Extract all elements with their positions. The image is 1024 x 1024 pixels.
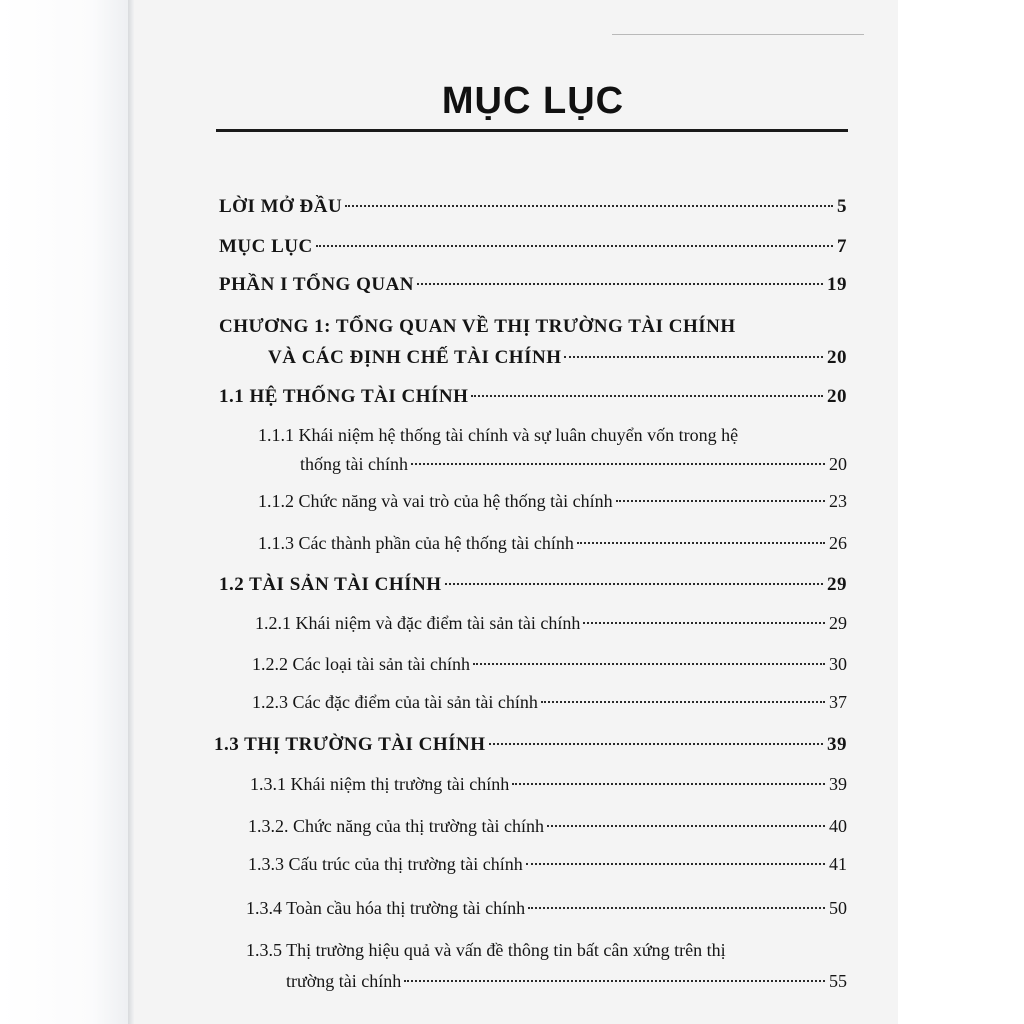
- toc-leader-dots: [512, 783, 825, 785]
- toc-label: 1.1.3 Các thành phần của hệ thống tài chính: [258, 533, 574, 553]
- toc-entry-1-2-3: [252, 692, 847, 713]
- toc-entry-1-1-2: [258, 491, 847, 512]
- toc-page-number: 5: [837, 196, 847, 217]
- toc-page-number: 20: [829, 454, 847, 474]
- toc-entry-1-3: [214, 734, 847, 756]
- toc-entry-1-3-5: [286, 971, 847, 992]
- toc-entry-chuong-1: [268, 347, 847, 369]
- toc-1-1-1-line1: 1.1.1 Khái niệm hệ thống tài chính và sự luân chuyển vốn trong hệ: [258, 425, 739, 445]
- toc-entry-1-2: [219, 574, 847, 596]
- toc-label: 1.2 TÀI SẢN TÀI CHÍNH: [219, 574, 442, 595]
- toc-page-number: 39: [827, 734, 847, 755]
- toc-label: 1.3.2. Chức năng của thị trường tài chính: [248, 816, 544, 836]
- toc-label: 1.2.1 Khái niệm và đặc điểm tài sản tài chính: [255, 613, 581, 633]
- toc-1-3-5-line1: 1.3.5 Thị trường hiệu quả và vấn đề thông tin bất cân xứng trên thị: [246, 940, 726, 960]
- toc-page-number: 20: [827, 347, 847, 368]
- toc-page-number: 19: [827, 274, 847, 295]
- toc-entry-1-3-2: [248, 816, 847, 837]
- toc-chuong-1-line1: CHƯƠNG 1: TỔNG QUAN VỀ THỊ TRƯỜNG TÀI CHÍNH: [219, 316, 736, 337]
- toc-leader-dots: [473, 663, 825, 665]
- toc-page-number: 26: [829, 533, 847, 553]
- toc-leader-dots: [526, 863, 825, 865]
- toc-leader-dots: [417, 283, 823, 285]
- toc-leader-dots: [489, 743, 823, 745]
- toc-entry-loi-mo-dau: [219, 196, 847, 218]
- toc-label: VÀ CÁC ĐỊNH CHẾ TÀI CHÍNH: [268, 347, 562, 368]
- toc-leader-dots: [404, 980, 825, 982]
- toc-leader-dots: [345, 205, 833, 207]
- toc-page-number: 20: [827, 386, 847, 407]
- toc-leader-dots: [411, 463, 825, 465]
- toc-label: MỤC LỤC: [219, 236, 313, 257]
- toc-label: 1.2.2 Các loại tài sản tài chính: [252, 654, 470, 674]
- toc-entry-1-2-2: [252, 654, 847, 675]
- toc-entry-1-1-1: [300, 454, 847, 475]
- toc-leader-dots: [471, 395, 823, 397]
- toc-label: 1.3.1 Khái niệm thị trường tài chính: [250, 774, 510, 794]
- toc-leader-dots: [445, 583, 823, 585]
- toc-label: 1.1.2 Chức năng và vai trò của hệ thống tài chính: [258, 491, 613, 511]
- toc-leader-dots: [616, 500, 825, 502]
- toc-leader-dots: [541, 701, 825, 703]
- toc-page-number: 29: [827, 574, 847, 595]
- toc-entry-1-1: [219, 386, 847, 408]
- toc-leader-dots: [316, 245, 833, 247]
- toc-entry-1-3-3: [248, 854, 847, 875]
- toc-label: 1.3 THỊ TRƯỜNG TÀI CHÍNH: [214, 734, 486, 755]
- toc-entry-1-2-1: [255, 613, 847, 634]
- toc-entry-1-3-1: [250, 774, 847, 795]
- toc-page-number: 40: [829, 816, 847, 836]
- toc-page-number: 55: [829, 971, 847, 991]
- toc-label: thống tài chính: [300, 454, 408, 474]
- toc-entry-phan-1: [219, 274, 847, 296]
- toc-entry-muc-luc: [219, 236, 847, 258]
- toc-label: 1.2.3 Các đặc điểm của tài sản tài chính: [252, 692, 538, 712]
- toc-leader-dots: [583, 622, 825, 624]
- toc-label: 1.1 HỆ THỐNG TÀI CHÍNH: [219, 386, 469, 407]
- toc-label: PHẦN I TỔNG QUAN: [219, 274, 415, 295]
- toc-page-number: 50: [829, 898, 847, 918]
- toc-page-number: 41: [829, 854, 847, 874]
- toc-page-number: 23: [829, 491, 847, 511]
- toc-entry-1-1-3: [258, 533, 847, 554]
- toc-page-number: 7: [837, 236, 847, 257]
- toc-label: 1.3.4 Toàn cầu hóa thị trường tài chính: [246, 898, 526, 918]
- page-title: MỤC LỤC: [441, 80, 625, 122]
- toc-leader-dots: [528, 907, 825, 909]
- toc-page-number: 29: [829, 613, 847, 633]
- toc-entry-1-3-4: [246, 898, 847, 919]
- toc-label: 1.3.3 Cấu trúc của thị trường tài chính: [248, 854, 523, 874]
- toc-leader-dots: [564, 356, 823, 358]
- toc-page-number: 37: [829, 692, 847, 712]
- toc-page-number: 30: [829, 654, 847, 674]
- toc-label: LỜI MỞ ĐẦU: [219, 196, 343, 217]
- toc-page-number: 39: [829, 774, 847, 794]
- toc-label: trường tài chính: [286, 971, 402, 991]
- toc-leader-dots: [547, 825, 825, 827]
- toc-leader-dots: [577, 542, 825, 544]
